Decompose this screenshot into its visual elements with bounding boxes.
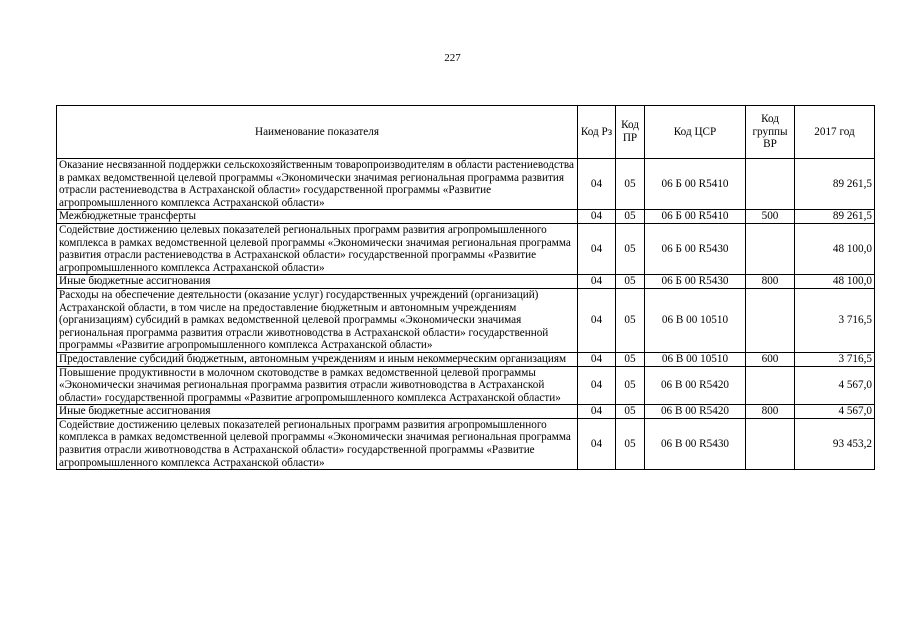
table-row [57,418,875,469]
cell-rz: 04 [578,405,616,419]
header-csr: Код ЦСР [645,106,746,159]
cell-amount: 48 100,0 [795,275,875,289]
cell-rz: 04 [578,352,616,366]
header-name: Наименование показателя [57,106,578,159]
cell-pr: 05 [616,418,645,469]
cell-csr: 06 Б 00 R5430 [645,223,746,274]
cell-name: Содействие достижению целевых показателей региональных программ развития агропромышленного комплекса в рамках ведомственной целевой программы «Экономически значимая региональная программа развития отрасли растениеводства в Астраханской области» государственной программы «Развитие агропромышленного комплекса Астраханской области» [57,223,578,274]
cell-vr [746,288,795,352]
cell-pr: 05 [616,288,645,352]
cell-vr: 600 [746,352,795,366]
cell-name: Оказание несвязанной поддержки сельскохозяйственным товаропроизводителям в области растениеводства в рамках ведомственной целевой программы «Экономически значимая региональная программа развития отрасли растениеводства в Астраханской области» государственной программы «Развитие агропромышленного комплекса Астраханской области» [57,159,578,210]
header-pr: Код ПР [616,106,645,159]
cell-name: Межбюджетные трансферты [57,210,578,224]
cell-pr: 05 [616,223,645,274]
cell-pr: 05 [616,210,645,224]
cell-vr: 800 [746,275,795,289]
header-year: 2017 год [795,106,875,159]
cell-amount: 3 716,5 [795,288,875,352]
cell-pr: 05 [616,275,645,289]
table-header-row [57,106,875,159]
table-row [57,159,875,210]
cell-csr: 06 В 00 R5420 [645,405,746,419]
cell-amount: 89 261,5 [795,210,875,224]
cell-pr: 05 [616,159,645,210]
cell-rz: 04 [578,418,616,469]
budget-table [56,105,875,470]
cell-csr: 06 Б 00 R5410 [645,210,746,224]
cell-amount: 48 100,0 [795,223,875,274]
cell-name: Иные бюджетные ассигнования [57,405,578,419]
cell-rz: 04 [578,159,616,210]
cell-rz: 04 [578,366,616,405]
cell-csr: 06 В 00 R5420 [645,366,746,405]
table-row [57,288,875,352]
cell-amount: 3 716,5 [795,352,875,366]
page-number: 227 [444,52,461,64]
cell-rz: 04 [578,275,616,289]
cell-name: Содействие достижению целевых показателей региональных программ развития агропромышленного комплекса в рамках ведомственной целевой программы «Экономически значимая региональная программа развития отрасли животноводства в Астраханской области» государственной программы «Развитие агропромышленного комплекса Астраханской области» [57,418,578,469]
header-vr: Код группы ВР [746,106,795,159]
cell-name: Расходы на обеспечение деятельности (оказание услуг) государственных учреждений (организаций) Астраханской области, в том числе на предоставление бюджетным и автономным учреждениям (организациям) субсидий в рамках ведомственной целевой программы «Экономически значимая региональная программа развития отрасли животноводства в Астраханской области» государственной программы «Развитие агропромышленного комплекса Астраханской области» [57,288,578,352]
cell-amount: 4 567,0 [795,366,875,405]
cell-vr [746,418,795,469]
cell-pr: 05 [616,405,645,419]
table-row [57,223,875,274]
cell-vr: 800 [746,405,795,419]
cell-amount: 89 261,5 [795,159,875,210]
cell-rz: 04 [578,210,616,224]
cell-vr [746,159,795,210]
cell-name: Иные бюджетные ассигнования [57,275,578,289]
cell-rz: 04 [578,223,616,274]
cell-vr [746,366,795,405]
table-row [57,275,875,289]
table-row [57,352,875,366]
cell-name: Предоставление субсидий бюджетным, автономным учреждениям и иным некоммерческим организациям [57,352,578,366]
table-row [57,210,875,224]
cell-vr: 500 [746,210,795,224]
cell-csr: 06 В 00 R5430 [645,418,746,469]
cell-vr [746,223,795,274]
cell-pr: 05 [616,352,645,366]
cell-name: Повышение продуктивности в молочном скотоводстве в рамках ведомственной целевой программы «Экономически значимая региональная программа развития отрасли животноводства в Астраханской области» государственной программы «Развитие агропромышленного комплекса Астраханской области» [57,366,578,405]
header-rz: Код Рз [578,106,616,159]
table-row [57,366,875,405]
cell-amount: 93 453,2 [795,418,875,469]
table-row [57,405,875,419]
cell-csr: 06 Б 00 R5410 [645,159,746,210]
cell-csr: 06 В 00 10510 [645,288,746,352]
cell-pr: 05 [616,366,645,405]
cell-csr: 06 В 00 10510 [645,352,746,366]
cell-amount: 4 567,0 [795,405,875,419]
cell-csr: 06 Б 00 R5430 [645,275,746,289]
cell-rz: 04 [578,288,616,352]
